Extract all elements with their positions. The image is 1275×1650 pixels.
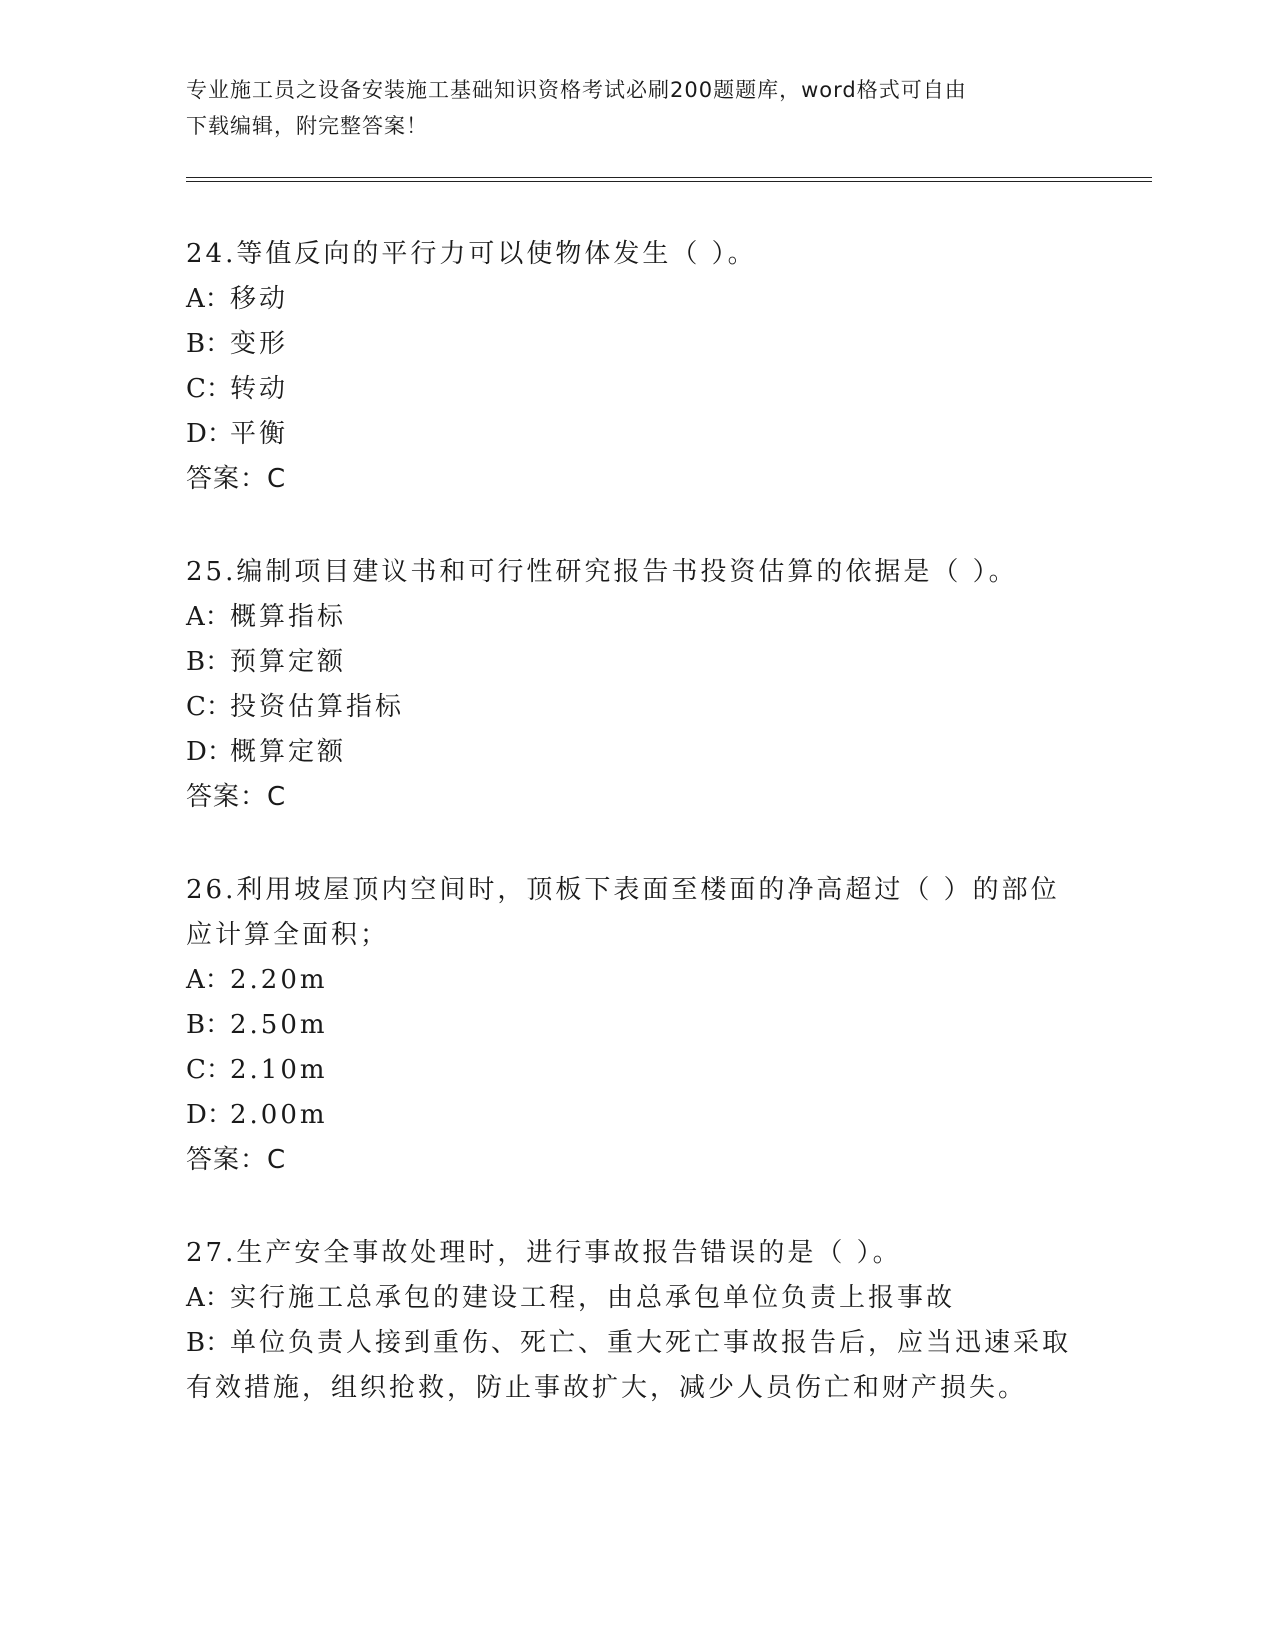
option-text: 变形 xyxy=(230,329,289,359)
option-d xyxy=(186,412,1086,457)
question-stem: 24.等值反向的平行力可以使物体发生（ ）。 xyxy=(186,239,757,269)
option-text: 2.00m xyxy=(230,1100,328,1130)
option-letter: C： xyxy=(186,374,232,404)
option-text: 概算定额 xyxy=(230,737,347,767)
question-stem: 27.生产安全事故处理时，进行事故报告错误的是（ ）。 xyxy=(186,1238,902,1268)
question-list xyxy=(186,232,1086,1459)
option-text: 概算指标 xyxy=(230,602,347,632)
document-header xyxy=(186,72,1086,144)
header-line-2: 下载编辑，附完整答案！ xyxy=(186,114,428,138)
question-27 xyxy=(186,1231,1086,1411)
option-b xyxy=(186,640,1086,685)
answer: 答案：C xyxy=(186,1145,287,1175)
option-text: 平衡 xyxy=(230,419,289,449)
option-text: 实行施工总承包的建设工程，由总承包单位负责上报事故 xyxy=(230,1283,956,1313)
question-stem: 25.编制项目建议书和可行性研究报告书投资估算的依据是（ ）。 xyxy=(186,557,1018,587)
option-text: 移动 xyxy=(230,284,289,314)
option-letter: A： xyxy=(186,965,231,995)
option-a xyxy=(186,1276,1086,1321)
option-c xyxy=(186,685,1086,730)
option-text: 2.10m xyxy=(230,1055,328,1085)
option-letter: D： xyxy=(186,737,233,767)
question-stem: 26.利用坡屋顶内空间时，顶板下表面至楼面的净高超过（ ）的部位应计算全面积； xyxy=(186,875,1060,950)
option-a xyxy=(186,595,1086,640)
option-b xyxy=(186,1321,1086,1411)
question-25 xyxy=(186,550,1086,820)
option-letter: B： xyxy=(186,1010,232,1040)
option-b xyxy=(186,322,1086,367)
option-d xyxy=(186,1093,1086,1138)
option-text: 2.20m xyxy=(230,965,328,995)
option-b xyxy=(186,1003,1086,1048)
answer: 答案：C xyxy=(186,782,287,812)
option-text: 2.50m xyxy=(230,1010,328,1040)
question-24 xyxy=(186,232,1086,502)
option-a xyxy=(186,958,1086,1003)
option-letter: A： xyxy=(186,1283,231,1313)
option-letter: D： xyxy=(186,419,233,449)
option-letter: B： xyxy=(186,1328,232,1358)
option-letter: C： xyxy=(186,692,232,722)
option-text: 转动 xyxy=(230,374,289,404)
option-d xyxy=(186,730,1086,775)
option-text: 投资估算指标 xyxy=(230,692,405,722)
option-letter: A： xyxy=(186,284,231,314)
answer: 答案：C xyxy=(186,464,287,494)
option-letter: A： xyxy=(186,602,231,632)
option-c xyxy=(186,1048,1086,1093)
option-c xyxy=(186,367,1086,412)
header-double-rule xyxy=(186,177,1152,182)
header-line-1: 专业施工员之设备安装施工基础知识资格考试必刷200题题库，word格式可自由 xyxy=(186,78,967,102)
option-text: 预算定额 xyxy=(230,647,347,677)
option-text: 单位负责人接到重伤、死亡、重大死亡事故报告后，应当迅速采取有效措施，组织抢救，防止事故扩大，减少人员伤亡和财产损失。 xyxy=(186,1328,1072,1403)
option-letter: C： xyxy=(186,1055,232,1085)
question-26 xyxy=(186,868,1086,1183)
option-a xyxy=(186,277,1086,322)
option-letter: B： xyxy=(186,647,232,677)
option-letter: D： xyxy=(186,1100,233,1130)
option-letter: B： xyxy=(186,329,232,359)
